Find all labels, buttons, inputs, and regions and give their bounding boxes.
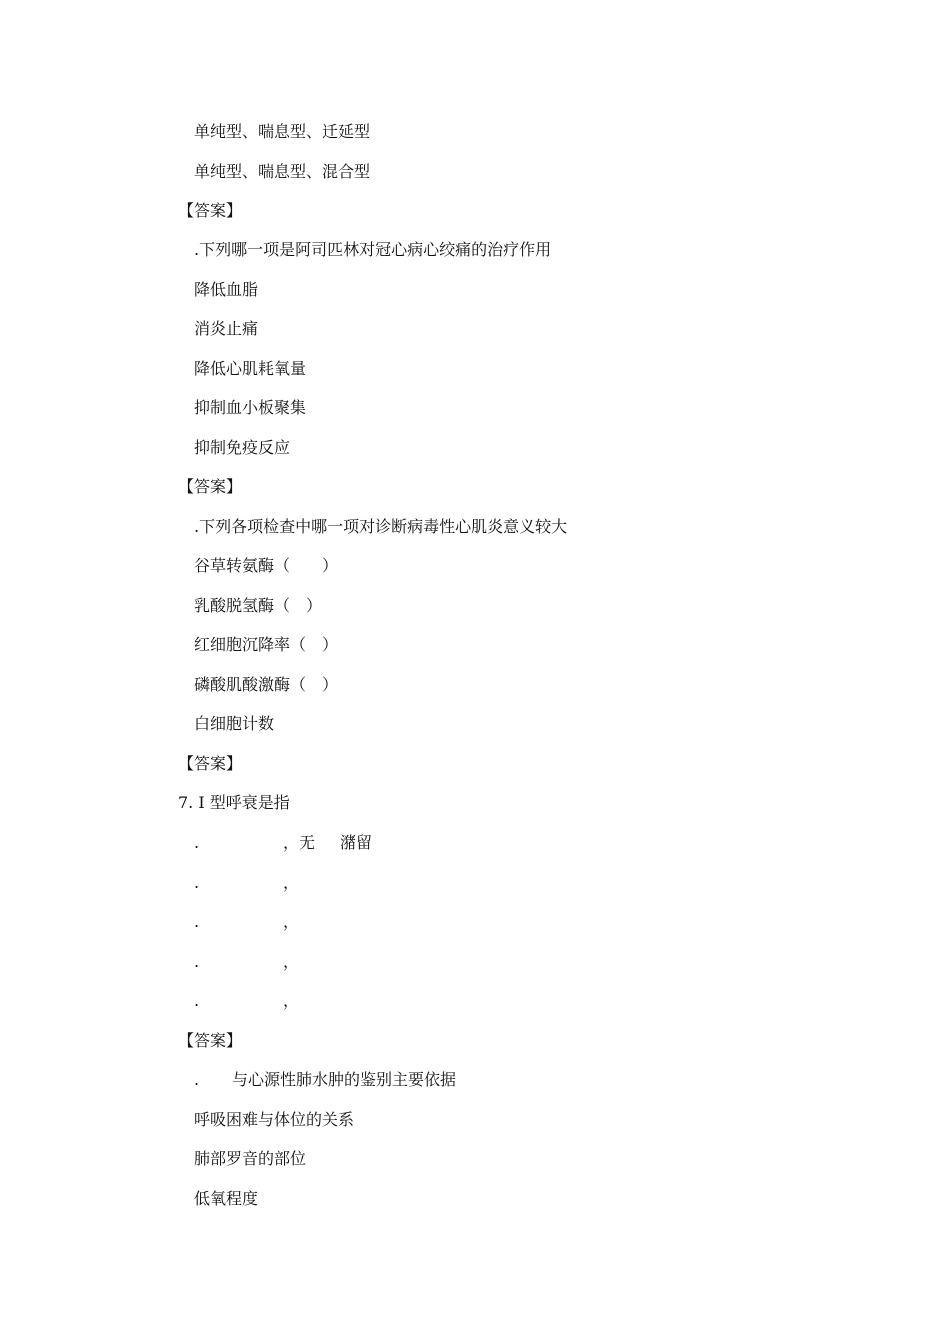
option-line: 抑制血小板聚集	[194, 398, 307, 417]
option-line: 消炎止痛	[194, 319, 259, 338]
option-line: 红细胞沉降率（ ）	[194, 635, 339, 654]
option-line: 肺部罗音的部位	[194, 1149, 307, 1168]
option-line: 白细胞计数	[194, 714, 275, 733]
option-dot: .	[194, 952, 200, 971]
option-comma: ，	[283, 991, 300, 1010]
option-line: 抑制免疫反应	[194, 438, 291, 457]
option-dot: .	[194, 873, 200, 892]
option-line: 降低心肌耗氧量	[194, 359, 307, 378]
answer-label: 【答案】	[178, 477, 243, 496]
option-line: 降低血脂	[194, 280, 259, 299]
option-line: 低氧程度	[194, 1189, 259, 1208]
option-comma: ，	[283, 952, 300, 971]
option-comma: ，	[283, 873, 300, 892]
option-dot: .	[194, 833, 200, 852]
option-line: 呼吸困难与体位的关系	[194, 1110, 355, 1129]
answer-label: 【答案】	[178, 1031, 243, 1050]
question-text: 与心源性肺水肿的鉴别主要依据	[232, 1070, 457, 1089]
question-dot: .	[194, 1070, 200, 1089]
option-line: 乳酸脱氢酶（ ）	[194, 596, 323, 615]
answer-label: 【答案】	[178, 754, 243, 773]
option-line: 单纯型、喘息型、迁延型	[194, 122, 371, 141]
question-text: .下列各项检查中哪一项对诊断病毒性心肌炎意义较大	[194, 517, 568, 536]
option-comma: ，	[283, 912, 300, 931]
answer-label: 【答案】	[178, 201, 243, 220]
question-text: .下列哪一项是阿司匹林对冠心病心绞痛的治疗作用	[194, 240, 552, 259]
option-comma: ，无	[283, 833, 316, 852]
option-tail: 潴留	[340, 833, 373, 852]
option-dot: .	[194, 991, 200, 1010]
option-line: 磷酸肌酸激酶（ ）	[194, 675, 339, 694]
option-dot: .	[194, 912, 200, 931]
option-line: 谷草转氨酶（ ）	[194, 556, 339, 575]
option-line: 单纯型、喘息型、混合型	[194, 162, 371, 181]
question-text: 7. I 型呼衰是指	[178, 793, 290, 812]
